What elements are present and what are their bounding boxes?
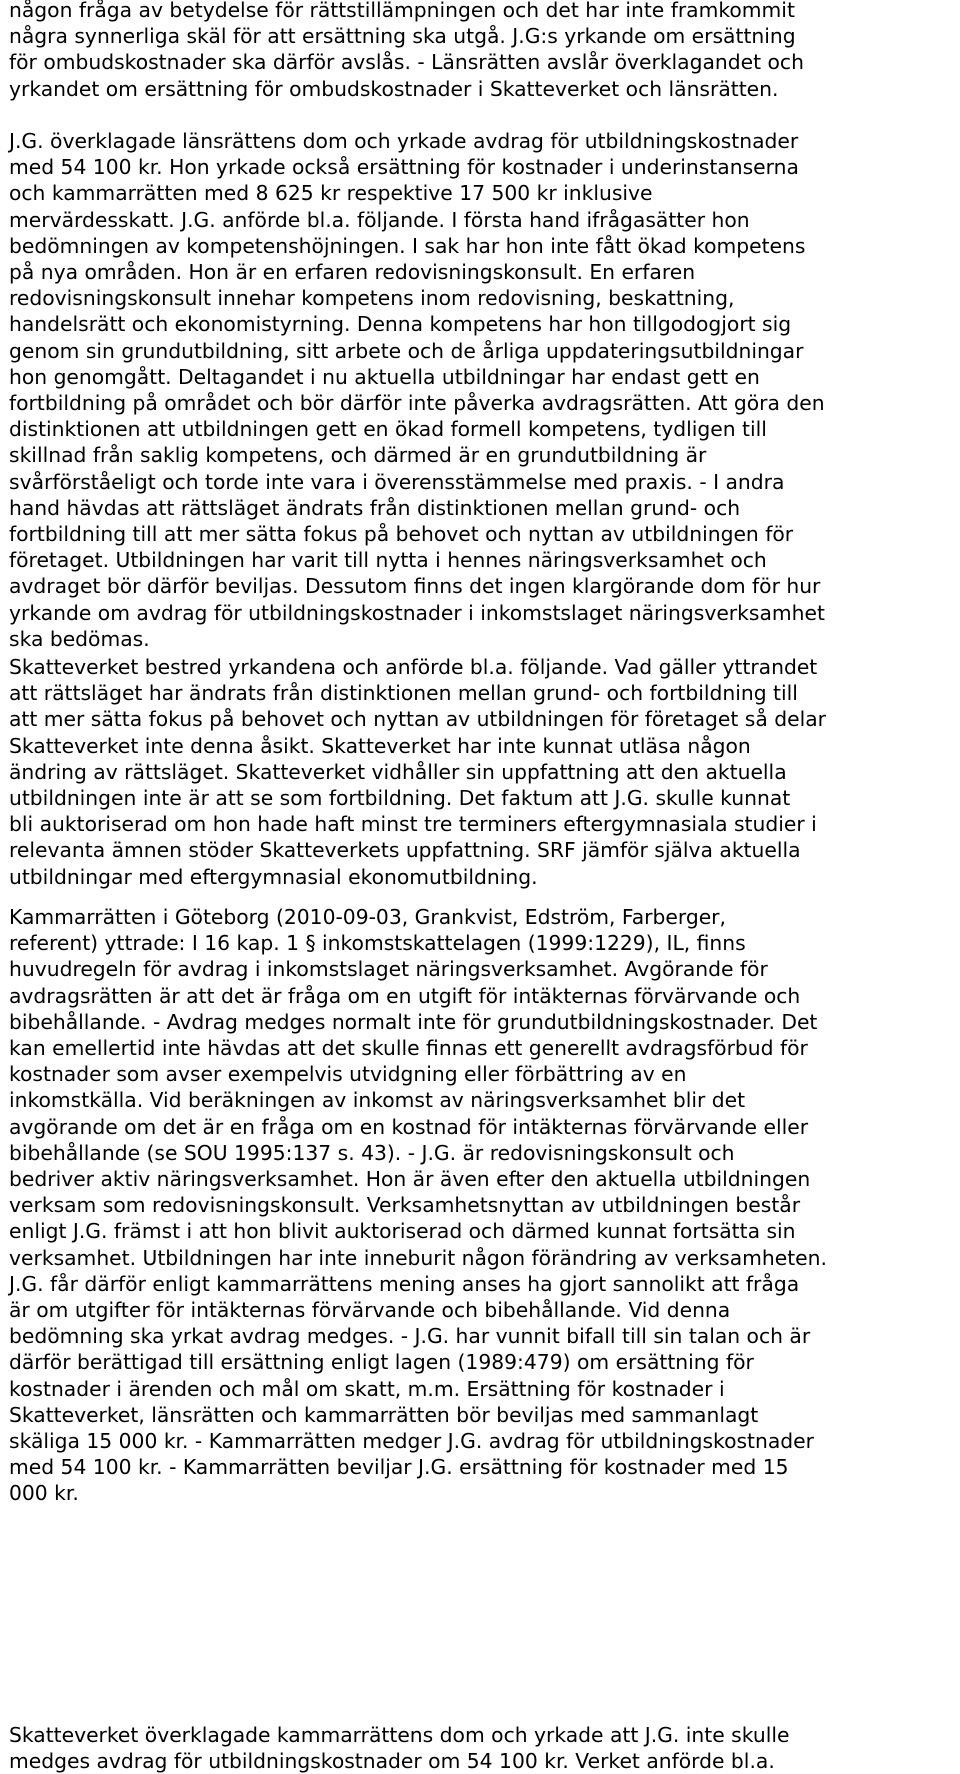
text-line: kan emellertid inte hävdas att det skulle finnas ett generellt avdragsförbud för: [9, 1036, 808, 1061]
paragraph-2: [9, 654, 952, 890]
text-line: därför berättigad till ersättning enligt lagen (1989:479) om ersättning för: [9, 1350, 754, 1375]
text-line: relevanta ämnen stöder Skatteverkets uppfattning. SRF jämför själva aktuella: [9, 838, 801, 863]
text-line: J.G. får därför enligt kammarrättens mening anses ha gjort sannolikt att fråga: [9, 1271, 800, 1296]
text-line: bedömning ska yrkat avdrag medges. - J.G. har vunnit bifall till sin talan och är: [9, 1324, 811, 1349]
text-line: Skatteverket inte denna åsikt. Skatteverket har inte kunnat utläsa någon: [9, 733, 751, 758]
text-line: med 54 100 kr. Hon yrkade också ersättning för kostnader i underinstanserna: [9, 155, 799, 180]
text-line: redovisningskonsult innehar kompetens inom redovisning, beskattning,: [9, 286, 735, 311]
text-line: Kammarrätten i Göteborg (2010-09-03, Grankvist, Edström, Farberger,: [9, 905, 726, 929]
text-line: Skatteverket, länsrätten och kammarrätten bör beviljas med sammanlagt: [9, 1402, 759, 1427]
paragraph-4: [9, 1722, 952, 1774]
text-line: kostnader i ärenden och mål om skatt, m.m. Ersättning för kostnader i: [9, 1376, 725, 1401]
text-line: fortbildning till att mer sätta fokus på behovet och nyttan av utbildningen för: [9, 522, 794, 547]
text-line: för ombudskostnader ska därför avslås. - Länsrätten avslår överklagandet och: [9, 50, 804, 75]
text-line: bibehållande (se SOU 1995:137 s. 43). - J.G. är redovisningskonsult och: [9, 1140, 735, 1165]
text-line: Skatteverket bestred yrkandena och anförde bl.a. följande. Vad gäller yttrandet: [9, 655, 818, 679]
text-line: kostnader som avser exempelvis utvidgning eller förbättring av en: [9, 1062, 687, 1087]
text-line: skillnad från saklig kompetens, och därmed är en grundutbildning är: [9, 443, 707, 468]
text-line: avdragsrätten är att det är fråga om en utgift för intäkternas förvärvande och: [9, 983, 801, 1008]
text-line: verksam som redovisningskonsult. Verksamhetsnyttan av utbildningen består: [9, 1193, 801, 1218]
paragraph-3: [9, 904, 952, 1507]
text-line: inkomstkälla. Vid beräkningen av inkomst av näringsverksamhet blir det: [9, 1088, 746, 1113]
text-line: referent) yttrade: I 16 kap. 1 § inkomstskattelagen (1999:1229), IL, finns: [9, 931, 746, 956]
text-line: bedriver aktiv näringsverksamhet. Hon är även efter den aktuella utbildningen: [9, 1167, 811, 1192]
text-line: fortbildning på området och bör därför inte påverka avdragsrätten. Att göra den: [9, 391, 825, 416]
text-line: enligt J.G. främst i att hon blivit auktoriserad och därmed kunnat fortsätta sin: [9, 1219, 796, 1244]
text-line: ändring av rättsläget. Skatteverket vidhåller sin uppfattning att den aktuella: [9, 759, 787, 784]
text-line: och kammarrätten med 8 625 kr respektive 17 500 kr inklusive: [9, 181, 653, 206]
text-line: avgörande om det är en fråga om en kostnad för intäkternas förvärvande eller: [9, 1114, 809, 1139]
text-line: Skatteverket överklagade kammarrättens dom och yrkade att J.G. inte skulle: [9, 1723, 790, 1747]
text-line: hand hävdas att rättsläget ändrats från distinktionen mellan grund- och: [9, 495, 741, 520]
text-line: att mer sätta fokus på behovet och nyttan av utbildningen för företaget så delar: [9, 707, 826, 732]
text-line: genom sin grundutbildning, sitt arbete och de årliga uppdateringsutbildningar: [9, 338, 804, 363]
text-line: 000 kr.: [9, 1481, 79, 1506]
text-line: utbildningar med eftergymnasial ekonomutbildning.: [9, 864, 538, 889]
text-line: ska bedömas.: [9, 626, 150, 651]
text-line: skäliga 15 000 kr. - Kammarrätten medger J.G. avdrag för utbildningskostnader: [9, 1429, 814, 1454]
text-line: medges avdrag för utbildningskostnader om 54 100 kr. Verket anförde bl.a.: [9, 1749, 775, 1774]
text-line: utbildningen inte är att se som fortbildning. Det faktum att J.G. skulle kunnat: [9, 786, 791, 811]
text-line: [9, 102, 952, 128]
text-line: några synnerliga skäl för att ersättning ska utgå. J.G:s yrkande om ersättning: [9, 24, 796, 49]
text-line: handelsrätt och ekonomistyrning. Denna kompetens har hon tillgodogjort sig: [9, 312, 792, 337]
paragraph-1: [9, 0, 952, 652]
text-line: hon genomgått. Deltagandet i nu aktuella utbildningar har endast gett en: [9, 364, 760, 389]
text-line: med 54 100 kr. - Kammarrätten beviljar J.G. ersättning för kostnader med 15: [9, 1455, 789, 1480]
text-line: mervärdesskatt. J.G. anförde bl.a. följande. I första hand ifrågasätter hon: [9, 207, 750, 232]
text-line: distinktionen att utbildningen gett en ökad formell kompetens, tydligen till: [9, 417, 767, 442]
text-line: svårförståeligt och torde inte vara i överensstämmelse med praxis. - I andra: [9, 469, 785, 494]
text-line: bibehållande. - Avdrag medges normalt inte för grundutbildningskostnader. Det: [9, 1009, 818, 1034]
text-line: är om utgifter för intäkternas förvärvande och bibehållande. Vid denna: [9, 1298, 731, 1323]
text-line: huvudregeln för avdrag i inkomstslaget näringsverksamhet. Avgörande för: [9, 957, 768, 982]
text-line: på nya områden. Hon är en erfaren redovisningskonsult. En erfaren: [9, 260, 696, 285]
text-line: verksamhet. Utbildningen har inte inneburit någon förändring av verksamheten.: [9, 1245, 827, 1270]
text-line: yrkande om avdrag för utbildningskostnader i inkomstslaget näringsverksamhet: [9, 600, 825, 625]
text-line: någon fråga av betydelse för rättstillämpningen och det har inte framkommit: [9, 0, 795, 22]
text-line: avdraget bör därför beviljas. Dessutom finns det ingen klargörande dom för hur: [9, 574, 821, 599]
text-line: bli auktoriserad om hon hade haft minst tre terminers eftergymnasiala studier i: [9, 812, 817, 837]
text-line: att rättsläget har ändrats från distinktionen mellan grund- och fortbildning till: [9, 681, 798, 706]
text-line: företaget. Utbildningen har varit till nytta i hennes näringsverksamhet och: [9, 548, 767, 573]
text-line: yrkandet om ersättning för ombudskostnader i Skatteverket och länsrätten.: [9, 76, 779, 101]
text-line: bedömningen av kompetenshöjningen. I sak har hon inte fått ökad kompetens: [9, 233, 806, 258]
text-line: J.G. överklagade länsrättens dom och yrkade avdrag för utbildningskostnader: [9, 129, 799, 154]
